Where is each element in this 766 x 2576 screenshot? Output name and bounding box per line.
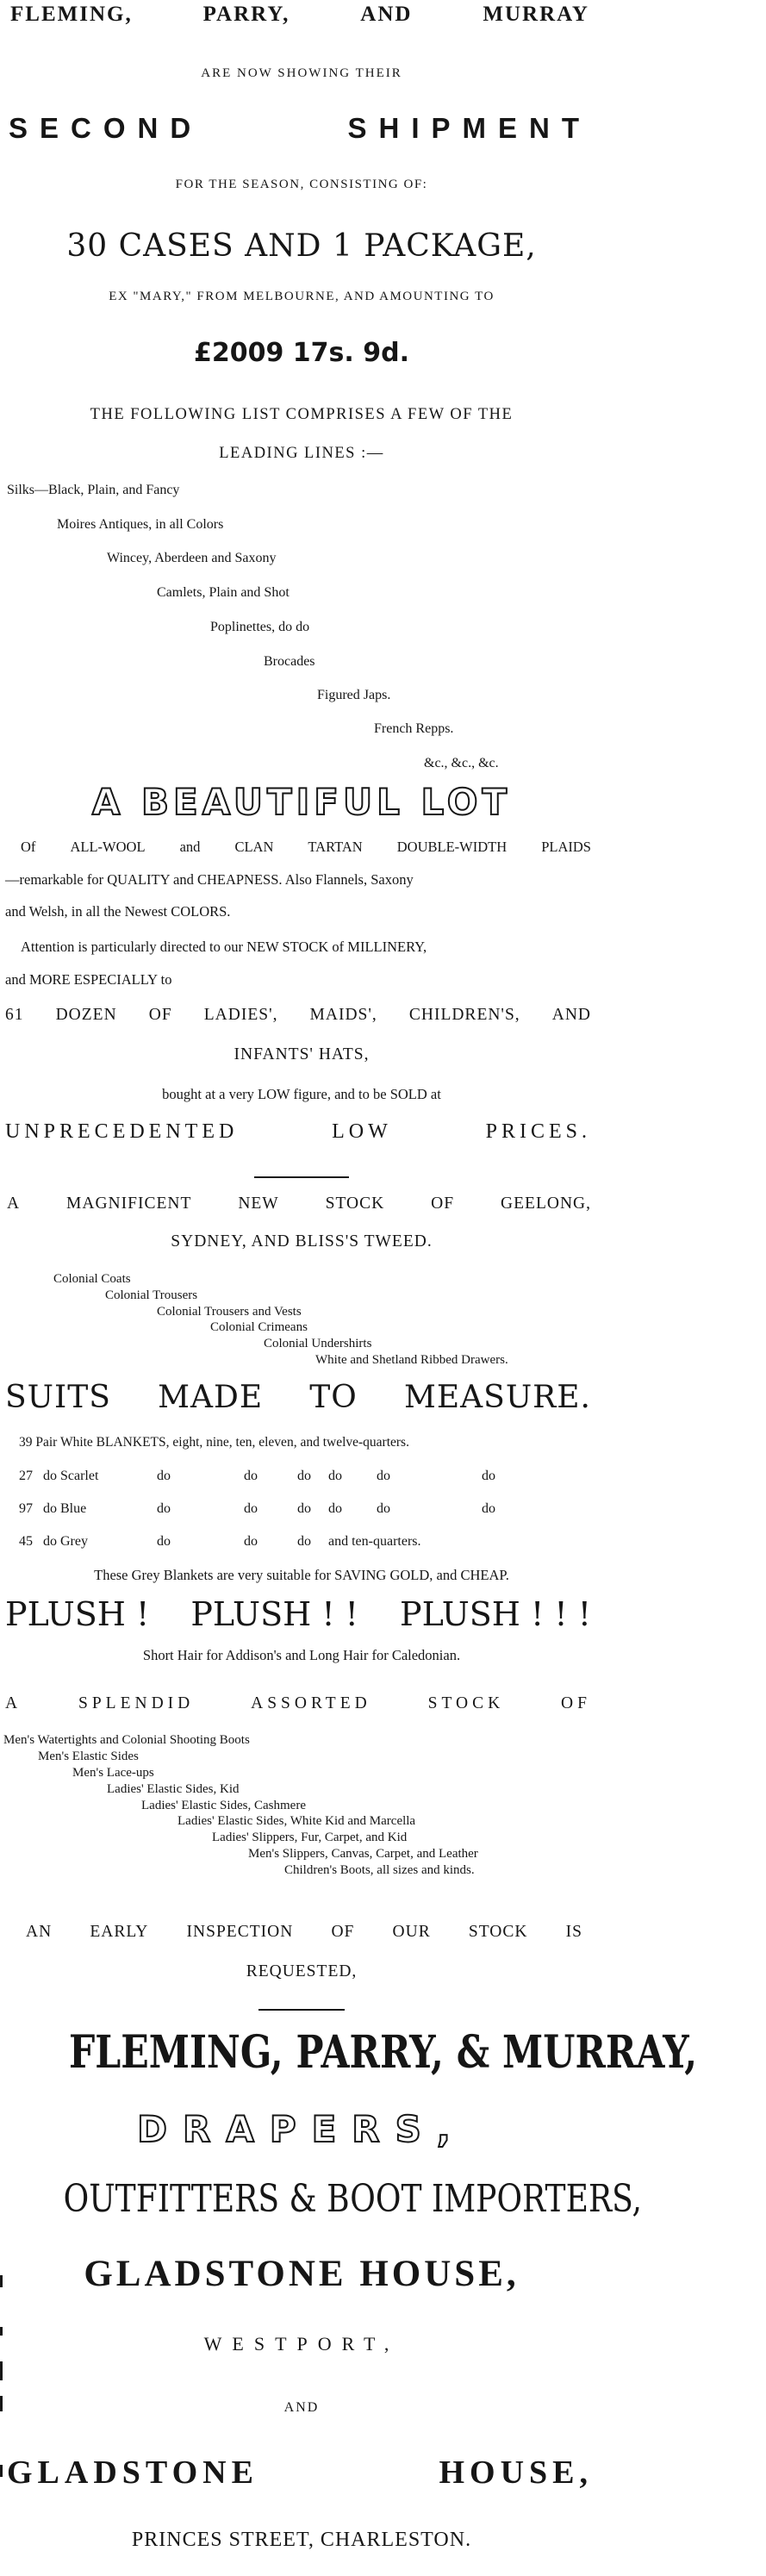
plush-word: PLUSH !: [5, 1595, 150, 1633]
firm-word: FLEMING,: [10, 3, 133, 26]
gladstone-line-2: [7, 2456, 593, 2489]
list-intro-1: THE FOLLOWING LIST COMPRISES A FEW OF THE: [90, 406, 514, 423]
blanket-tail: and ten-quarters.: [328, 1534, 421, 1549]
tweed-word: NEW: [238, 1194, 279, 1213]
blanket-cell: do: [244, 1469, 258, 1483]
blanket-cell: do: [482, 1469, 495, 1483]
firm-header: [10, 3, 589, 25]
cases-line: 30 CASES AND 1 PACKAGE,: [66, 228, 537, 264]
plush-line: [5, 1595, 591, 1633]
plaid-word: and: [179, 839, 201, 855]
gladstone-line-1: GLADSTONE HOUSE,: [84, 2254, 520, 2294]
blankets-first: 39 Pair White BLANKETS, eight, nine, ten, eleven, and twelve-quarters.: [19, 1435, 409, 1450]
prices-word: PRICES.: [485, 1120, 591, 1143]
prices-word: LOW: [332, 1120, 392, 1143]
hats-line-1: [5, 1007, 591, 1024]
inspection-word: INSPECTION: [186, 1923, 294, 1941]
blanket-cell: do: [328, 1501, 342, 1516]
blanket-cell: do: [157, 1501, 171, 1516]
inspection-word: STOCK: [468, 1923, 528, 1941]
blanket-cell: do: [482, 1501, 495, 1516]
hats-word: AND: [551, 1006, 591, 1024]
blanket-label: do Scarlet: [43, 1469, 99, 1483]
list-item: Wincey, Aberdeen and Saxony: [107, 551, 277, 565]
and-line: AND: [283, 2400, 320, 2415]
plaids-line-3: and Welsh, in all the Newest COLORS.: [5, 903, 231, 920]
tweed-line-1: [7, 1195, 591, 1213]
hats-word: MAIDS',: [309, 1006, 377, 1024]
shipment-line: [9, 114, 591, 142]
showing-line: ARE NOW SHOWING THEIR: [201, 66, 402, 80]
plaid-word: TARTAN: [308, 839, 363, 855]
inspection-word: AN: [26, 1923, 53, 1941]
boots-word: ASSORTED: [251, 1694, 371, 1712]
suits-word: SUITS: [5, 1380, 111, 1415]
ex-mary-line: EX "MARY," FROM MELBOURNE, AND AMOUNTING TO: [109, 290, 495, 303]
gladstone-word: HOUSE,: [439, 2454, 593, 2491]
blanket-num: 45: [19, 1534, 33, 1549]
attention-line-1: Attention is particularly directed to our NEW STOCK of MILLINERY,: [21, 939, 427, 955]
plush-word: PLUSH ! ! !: [400, 1595, 591, 1633]
blanket-label: do Grey: [43, 1534, 88, 1549]
list-intro-2: LEADING LINES :—: [219, 445, 384, 462]
boots-item: Ladies' Elastic Sides, Cashmere: [141, 1799, 306, 1812]
blanket-cell: do: [244, 1501, 258, 1516]
blanket-label: do Blue: [43, 1501, 87, 1516]
boots-word: SPLENDID: [78, 1694, 195, 1712]
firm-word: MURRAY: [483, 3, 589, 26]
inspection-word: IS: [565, 1923, 582, 1941]
suits-line: [5, 1382, 591, 1413]
blanket-cell: do: [297, 1501, 311, 1516]
list-item: French Repps.: [374, 721, 454, 736]
margin-edge-mark: [0, 2361, 3, 2380]
firm-word: AND: [360, 3, 413, 26]
inspection-word: OF: [331, 1923, 355, 1941]
tweed-word: OF: [431, 1194, 455, 1213]
list-item: Moires Antiques, in all Colors: [57, 517, 224, 532]
hats-word: CHILDREN'S,: [408, 1006, 520, 1024]
plush-word: PLUSH ! !: [190, 1595, 358, 1633]
boots-item: Men's Elastic Sides: [38, 1750, 139, 1763]
footer-firm: FLEMING, PARRY, & MURRAY,: [69, 2026, 698, 2079]
hats-line-2: INFANTS' HATS,: [234, 1045, 370, 1063]
drapers-line: DRAPERS,: [137, 2108, 466, 2150]
hats-word: LADIES',: [203, 1006, 278, 1024]
inspection-line-2: REQUESTED,: [246, 1962, 358, 1980]
boots-item: Ladies' Elastic Sides, Kid: [107, 1782, 240, 1796]
boots-title: [5, 1695, 591, 1712]
tweed-word: STOCK: [325, 1194, 385, 1213]
blanket-cell: do: [157, 1469, 171, 1483]
list-item: Brocades: [264, 654, 315, 669]
blanket-cell: do: [328, 1469, 342, 1483]
shipment-word: SHIPMENT: [347, 112, 591, 144]
tweed-word: MAGNIFICENT: [66, 1194, 192, 1213]
boots-item: Men's Lace-ups: [72, 1766, 154, 1780]
blanket-cell: do: [157, 1534, 171, 1549]
hats-word: OF: [148, 1006, 172, 1024]
plaid-word: Of: [21, 839, 36, 855]
hats-word: DOZEN: [55, 1006, 117, 1024]
boots-item: Men's Watertights and Colonial Shooting Boots: [3, 1733, 250, 1747]
bought-line: bought at a very LOW figure, and to be SOLD at: [162, 1086, 441, 1102]
blanket-num: 97: [19, 1501, 33, 1516]
boots-word: A: [5, 1694, 22, 1712]
list-item: Camlets, Plain and Shot: [157, 585, 290, 600]
shipment-word: SECOND: [9, 112, 203, 144]
blanket-cell: do: [297, 1469, 311, 1483]
boots-item: Ladies' Elastic Sides, White Kid and Marcella: [177, 1814, 416, 1828]
list-item: Poplinettes, do do: [210, 620, 310, 634]
colonial-item: Colonial Crimeans: [210, 1320, 308, 1334]
colonial-item: Colonial Coats: [53, 1272, 131, 1286]
plaid-word: CLAN: [234, 839, 274, 855]
blanket-cell: do: [297, 1534, 311, 1549]
prices-line: [5, 1121, 591, 1142]
list-item: &c., &c., &c.: [424, 756, 499, 770]
blanket-num: 27: [19, 1469, 33, 1483]
blanket-cell: do: [377, 1501, 390, 1516]
inspection-word: EARLY: [90, 1923, 149, 1941]
inspection-word: OUR: [392, 1923, 431, 1941]
hats-word: 61: [5, 1006, 24, 1024]
suits-word: MADE: [158, 1380, 264, 1415]
boots-item: Ladies' Slippers, Fur, Carpet, and Kid: [212, 1831, 408, 1844]
firm-word: PARRY,: [202, 3, 290, 26]
tweed-word: GEELONG,: [501, 1194, 591, 1213]
boots-item: Men's Slippers, Canvas, Carpet, and Leather: [248, 1847, 478, 1861]
blanket-cell: do: [244, 1534, 258, 1549]
colonial-item: Colonial Trousers: [105, 1288, 198, 1302]
colonial-item: White and Shetland Ribbed Drawers.: [315, 1353, 508, 1367]
outfitters-line: OUTFITTERS & BOOT IMPORTERS,: [63, 2177, 643, 2221]
blanket-cell: do: [377, 1469, 390, 1483]
season-line: FOR THE SEASON, CONSISTING OF:: [175, 178, 428, 191]
attention-line-2: and MORE ESPECIALLY to: [5, 971, 172, 988]
list-item: Figured Japs.: [317, 688, 391, 702]
plaid-word: PLAIDS: [541, 839, 591, 855]
prices-word: UNPRECEDENTED: [5, 1120, 239, 1143]
plaid-word: ALL-WOOL: [70, 839, 146, 855]
colonial-item: Colonial Undershirts: [264, 1337, 372, 1350]
boots-word: OF: [561, 1694, 591, 1712]
amount-line: £2009 17s. 9d.: [193, 338, 409, 368]
plaid-word: DOUBLE-WIDTH: [396, 839, 508, 855]
inspection-line-1: [26, 1924, 582, 1941]
beautiful-lot-title: A BEAUTIFUL LOT: [91, 781, 512, 823]
plaids-line-1: [21, 840, 591, 855]
westport-line: WESTPORT,: [203, 2333, 400, 2355]
blankets-note: These Grey Blankets are very suitable for SAVING GOLD, and CHEAP.: [94, 1567, 509, 1583]
plush-note: Short Hair for Addison's and Long Hair for Caledonian.: [142, 1647, 461, 1663]
princes-line: PRINCES STREET, CHARLESTON.: [131, 2529, 472, 2551]
tweed-line-2: SYDNEY, AND BLISS'S TWEED.: [171, 1232, 433, 1251]
suits-word: MEASURE.: [404, 1380, 591, 1415]
divider-rule: [258, 2009, 345, 2011]
divider-rule: [254, 1176, 349, 1178]
gladstone-word: GLADSTONE: [7, 2454, 258, 2491]
boots-item: Children's Boots, all sizes and kinds.: [284, 1863, 475, 1877]
suits-word: TO: [309, 1380, 358, 1415]
list-item: Silks—Black, Plain, and Fancy: [7, 483, 180, 497]
plaids-line-2: —remarkable for QUALITY and CHEAPNESS. Also Flannels, Saxony: [5, 871, 414, 888]
boots-word: STOCK: [427, 1694, 505, 1712]
tweed-word: A: [7, 1194, 21, 1213]
margin-edge-mark: [0, 2465, 3, 2477]
colonial-item: Colonial Trousers and Vests: [157, 1305, 302, 1319]
